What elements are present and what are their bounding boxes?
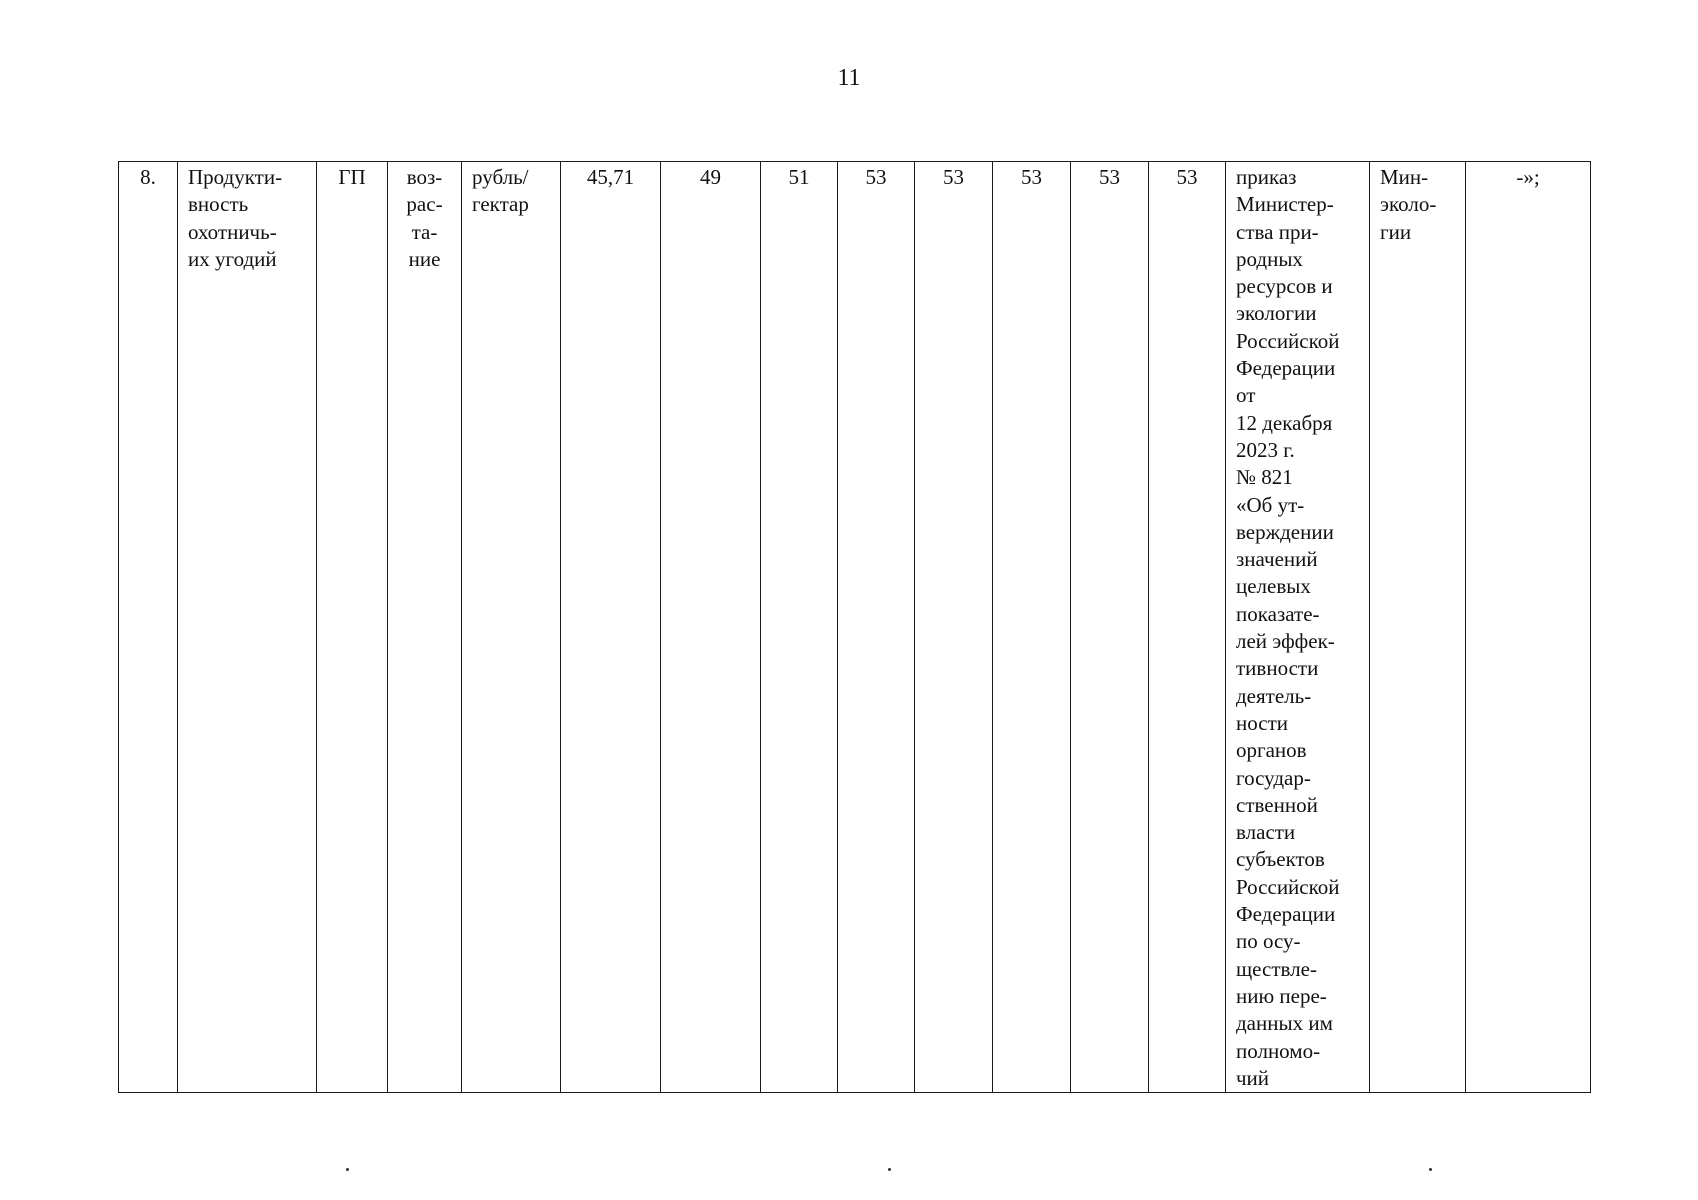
value-cell-4: 53 <box>915 162 993 1093</box>
base-value-cell: 45,71 <box>561 162 661 1093</box>
value-cell-7: 53 <box>1149 162 1226 1093</box>
source-document-cell: приказ Министер- ства при- родных ресурсов и экологии Российской Федерации от 12 декабря 2023 г. № 821 «Об ут- верждении значений целевых показате- лей эффек- тивности деятель- ности органов государ- ственной власти субъектов Российской Федерации по осу- ществле- нию пере- данных им полномо- чий <box>1226 162 1370 1093</box>
responsible-cell: Мин- эколо- гии <box>1370 162 1466 1093</box>
scan-dot-center <box>888 1168 891 1171</box>
scan-dot-left <box>346 1168 349 1171</box>
closing-mark-cell: -»; <box>1466 162 1591 1093</box>
value-cell-1: 49 <box>661 162 761 1093</box>
table-row <box>119 162 1591 1093</box>
value-cell-6: 53 <box>1071 162 1149 1093</box>
row-number-cell: 8. <box>119 162 178 1093</box>
value-cell-3: 53 <box>838 162 915 1093</box>
scan-dot-right <box>1429 1168 1432 1171</box>
indicator-name-cell: Продукти- вность охотничь- их угодий <box>178 162 317 1093</box>
value-cell-2: 51 <box>761 162 838 1093</box>
page-number: 11 <box>837 65 861 91</box>
program-cell: ГП <box>317 162 388 1093</box>
trend-cell: воз- рас- та- ние <box>388 162 462 1093</box>
unit-cell: рубль/ гектар <box>462 162 561 1093</box>
indicator-table <box>118 161 1591 1093</box>
value-cell-5: 53 <box>993 162 1071 1093</box>
